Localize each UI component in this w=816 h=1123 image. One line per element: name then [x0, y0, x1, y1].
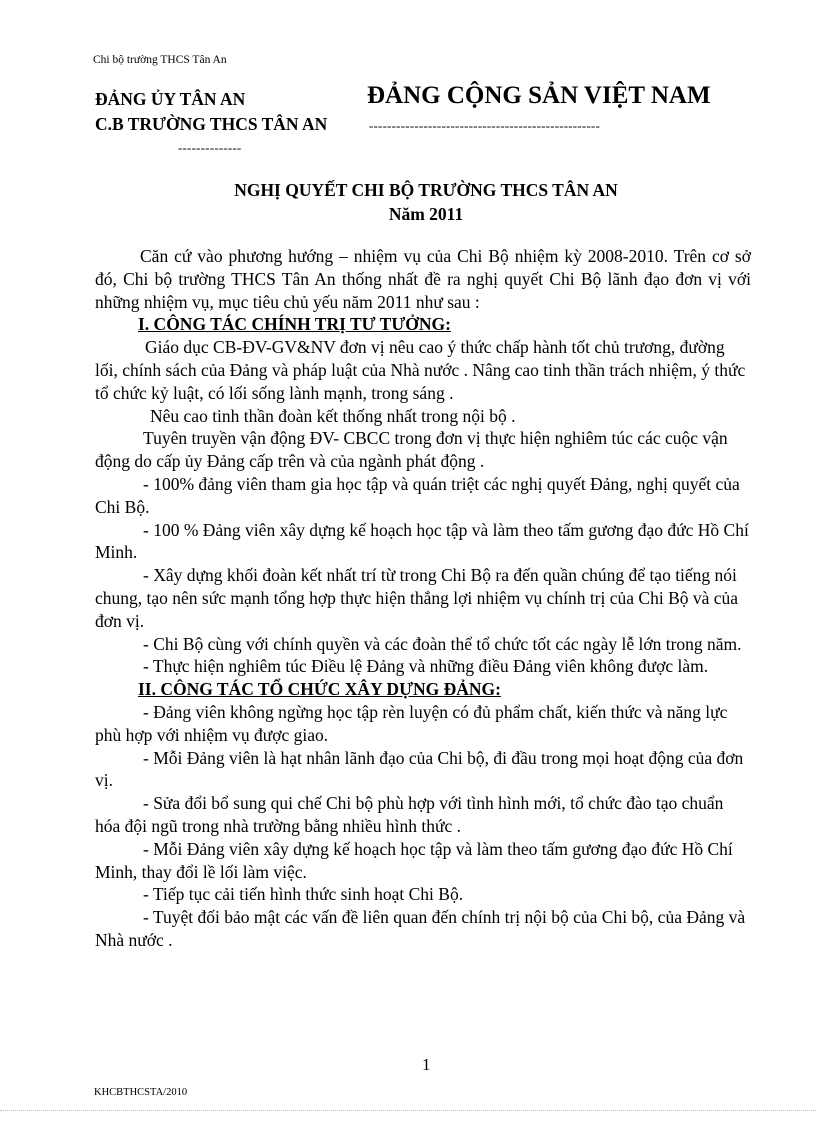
org-divider: --------------	[178, 140, 242, 155]
section1-bullet: - Chi Bộ cùng với chính quyền và các đoàn thể tổ chức tốt các ngày lễ lớn trong năm.	[143, 633, 742, 654]
running-header: Chi bộ trường THCS Tân An	[93, 54, 227, 66]
org-name-line2: C.B TRƯỜNG THCS TÂN AN	[95, 114, 328, 134]
document-title: NGHỊ QUYẾT CHI BỘ TRƯỜNG THCS TÂN AN	[234, 180, 618, 200]
document-year: Năm 2011	[388, 204, 464, 224]
section1-paragraph: Nêu cao tinh thần đoàn kết thống nhất trong nội bộ .	[150, 405, 516, 426]
intro-paragraph: Căn cứ vào phương hướng – nhiệm vụ của Chi Bộ nhiệm kỳ 2008-2010. Trên cơ sở đó, Chi bộ trường THCS Tân An thống nhất đề ra nghị quyết Chi Bộ lãnh đạo đơn vị với những nhiệm vụ, mục tiêu chủ yếu năm 2011 như sau :	[95, 246, 751, 312]
section1-bullet: - 100% đảng viên tham gia học tập và quán triệt các nghị quyết Đảng, nghị quyết của Chi Bộ.	[95, 473, 740, 517]
section1-bullet: - Thực hiện nghiêm túc Điều lệ Đảng và những điều Đảng viên không được làm.	[143, 656, 709, 677]
party-divider: ---------------------------------------------------	[369, 118, 600, 133]
section2-bullet: - Mỗi Đảng viên là hạt nhân lãnh đạo của Chi bộ, đi đầu trong mọi hoạt động của đơn vị.	[95, 747, 744, 791]
footer-code: KHCBTHCSTA/2010	[94, 1087, 188, 1098]
party-title: ĐẢNG CỘNG SẢN VIỆT NAM	[367, 82, 711, 109]
section2-bullet: - Đảng viên không ngừng học tập rèn luyện có đủ phẩm chất, kiến thức và năng lực phù hợp với nhiệm vụ được giao.	[95, 701, 728, 745]
section1-paragraph: Tuyên truyền vận động ĐV- CBCC trong đơn vị thực hiện nghiêm túc các cuộc vận động do cấp ủy Đảng cấp trên và của ngành phát động .	[95, 428, 728, 472]
section2-bullet: - Tiếp tục cải tiến hình thức sinh hoạt Chi Bộ.	[143, 884, 464, 905]
page-number: 1	[422, 1055, 431, 1074]
org-name-line1: ĐẢNG ỦY TÂN AN	[95, 89, 246, 109]
page-bottom-border	[0, 1110, 816, 1111]
section2-bullet: - Tuyệt đối bảo mật các vấn đề liên quan đến chính trị nội bộ của Chi bộ, của Đảng và Nhà nước .	[95, 907, 746, 950]
section1-heading: I. CÔNG TÁC CHÍNH TRỊ TƯ TƯỞNG:	[138, 314, 451, 335]
section1-bullet: - Xây dựng khối đoàn kết nhất trí từ trong Chi Bộ ra đến quần chúng để tạo tiếng nói chung, tạo nên sức mạnh tổng hợp thực hiện thắng lợi nhiệm vụ chính trị của Chi Bộ và của đơn vị.	[95, 565, 739, 631]
section1-paragraph: Giáo dục CB-ĐV-GV&NV đơn vị nêu cao ý thức chấp hành tốt chủ trương, đường lối, chính sách của Đảng và pháp luật của Nhà nước . Nâng cao tinh thần trách nhiệm, ý thức tổ chức kỷ luật, có lối sống lành mạnh, trong sáng .	[95, 337, 746, 403]
section1-bullet: - 100 % Đảng viên xây dựng kế hoạch học tập và làm theo tấm gương đạo đức Hồ Chí Minh.	[95, 519, 749, 563]
section2-heading: II. CÔNG TÁC TỔ CHỨC XÂY DỰNG ĐẢNG:	[138, 679, 501, 700]
section2-bullet: - Mỗi Đảng viên xây dựng kế hoạch học tập và làm theo tấm gương đạo đức Hồ Chí Minh, thay đổi lề lối làm việc.	[95, 838, 733, 882]
document-body	[95, 245, 751, 952]
section2-bullet: - Sửa đổi bổ sung qui chế Chi bộ phù hợp với tình hình mới, tổ chức đào tạo chuẩn hóa đội ngũ trong nhà trường bằng nhiều hình thức .	[95, 793, 724, 836]
